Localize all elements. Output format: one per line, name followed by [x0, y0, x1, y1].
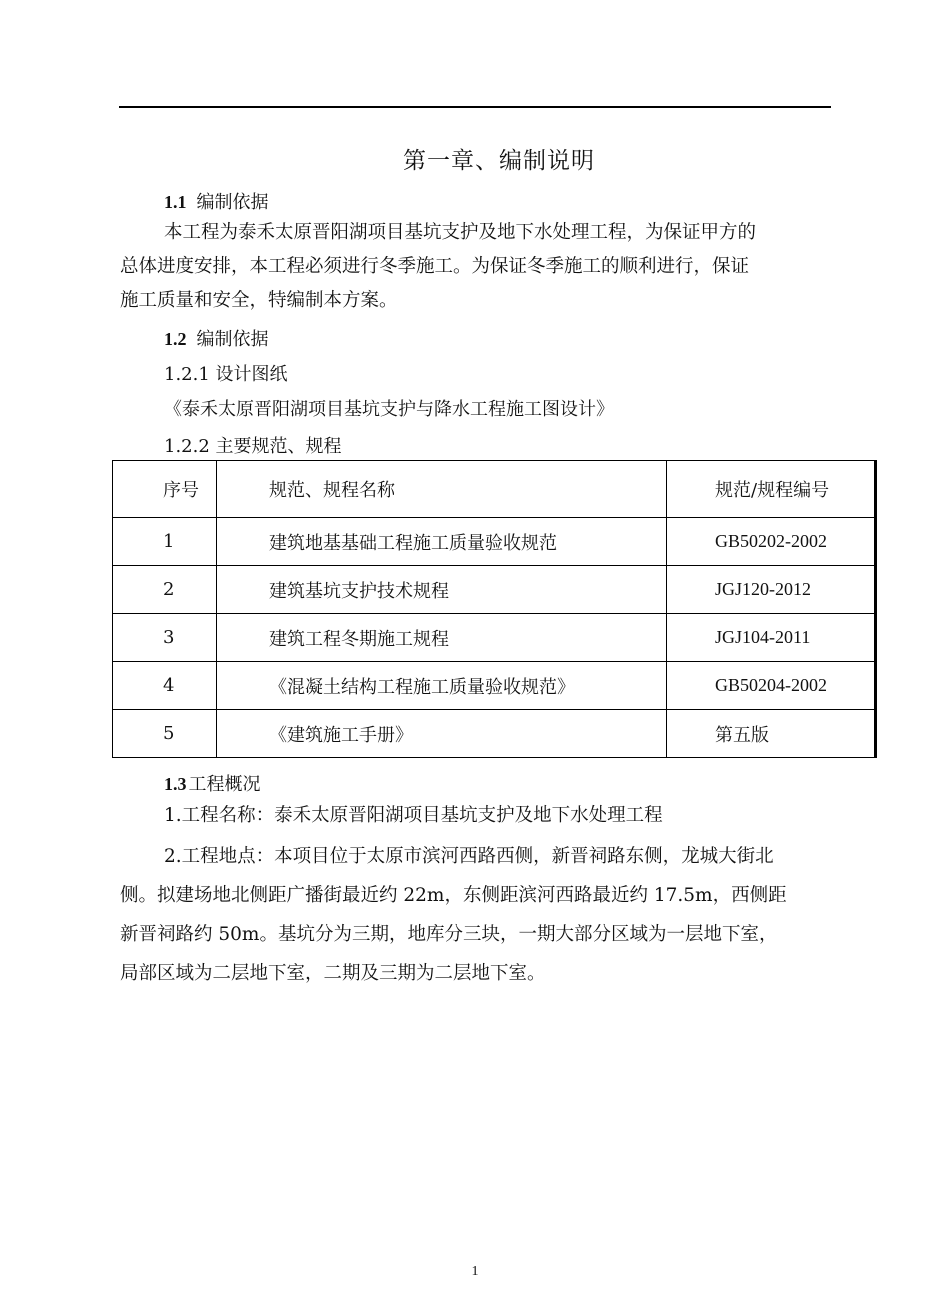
page-number: 1 — [471, 1264, 479, 1279]
standard-code: JGJ120-2012 — [667, 566, 876, 614]
table-row — [113, 518, 876, 566]
para-line-2: 总体进度安排，本工程必须进行冬季施工。为保证冬季施工的顺利进行，保证 — [120, 256, 750, 277]
table-row — [113, 710, 876, 758]
row-index: 2 — [113, 566, 217, 614]
standard-code: 第五版 — [667, 710, 876, 758]
chapter-title: 第一章、编制说明 — [403, 148, 595, 174]
subsection-1-2-1: 1.2.1 设计图纸 — [164, 364, 288, 385]
location-line-1: 2.工程地点：本项目位于太原市滨河西路西侧，新晋祠路东侧，龙城大街北 — [164, 846, 774, 867]
section-title: 编制依据 — [196, 329, 269, 350]
section-number: 1.1 — [164, 192, 187, 212]
standard-code: GB50204-2002 — [667, 662, 876, 710]
section-1-2-heading — [164, 325, 269, 351]
section-number: 1.3 — [164, 774, 187, 794]
standard-code: GB50202-2002 — [667, 518, 876, 566]
section-title: 工程概况 — [188, 774, 261, 795]
header-rule — [119, 106, 831, 108]
standard-name: 《建筑施工手册》 — [217, 710, 667, 758]
location-line-2: 侧。拟建场地北侧距广播街最近约 22m，东侧距滨河西路最近约 17.5m，西侧距 — [120, 885, 787, 906]
header-cell: 序号 — [113, 461, 217, 518]
location-line-3: 新晋祠路约 50m。基坑分为三期，地库分三块，一期大部分区域为一层地下室， — [120, 924, 778, 945]
header-cell: 规范/规程编号 — [667, 461, 876, 518]
row-index: 1 — [113, 518, 217, 566]
table-row — [113, 662, 876, 710]
standard-code: JGJ104-2011 — [667, 614, 876, 662]
section-title: 编制依据 — [196, 192, 269, 213]
location-line-4: 局部区域为二层地下室，二期及三期为二层地下室。 — [120, 963, 546, 984]
row-index: 3 — [113, 614, 217, 662]
table-row — [113, 566, 876, 614]
row-index: 5 — [113, 710, 217, 758]
row-index: 4 — [113, 662, 217, 710]
para-line-3: 施工质量和安全，特编制本方案。 — [120, 290, 398, 311]
standard-name: 建筑基坑支护技术规程 — [217, 566, 667, 614]
section-1-1-heading — [164, 188, 269, 214]
header-cell: 规范、规程名称 — [217, 461, 667, 518]
section-number: 1.2 — [164, 329, 187, 349]
table-header-row — [113, 461, 876, 518]
para-line-1: 本工程为泰禾太原晋阳湖项目基坑支护及地下水处理工程，为保证甲方的 — [164, 222, 757, 243]
subsection-1-2-2: 1.2.2 主要规范、规程 — [164, 436, 342, 457]
standard-name: 建筑地基基础工程施工质量验收规范 — [217, 518, 667, 566]
standard-name: 《混凝土结构工程施工质量验收规范》 — [217, 662, 667, 710]
standard-name: 建筑工程冬期施工规程 — [217, 614, 667, 662]
section-1-3-heading — [164, 770, 261, 796]
standards-table — [112, 460, 877, 758]
project-name-line: 1.工程名称：泰禾太原晋阳湖项目基坑支护及地下水处理工程 — [164, 805, 663, 826]
table-row — [113, 614, 876, 662]
design-drawing-title: 《泰禾太原晋阳湖项目基坑支护与降水工程施工图设计》 — [164, 399, 614, 420]
